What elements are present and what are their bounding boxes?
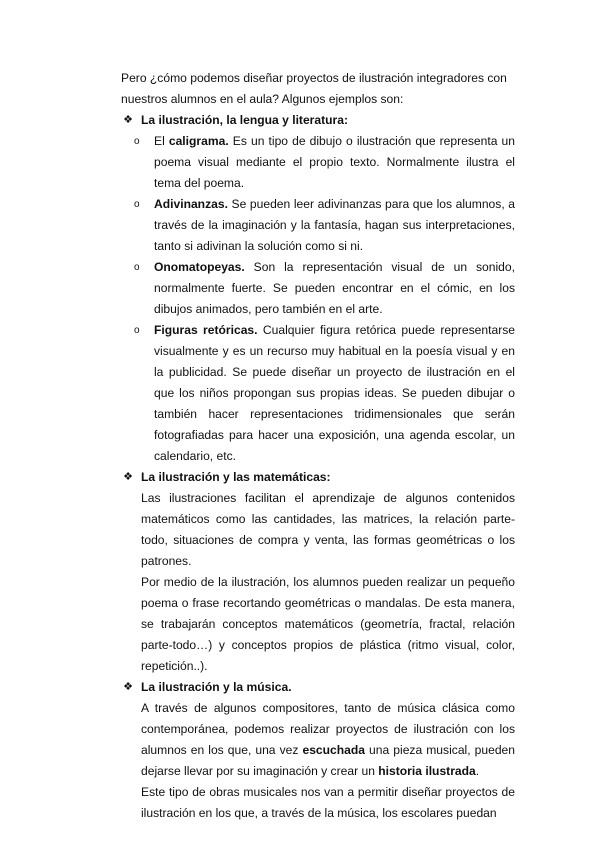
item-term: caligrama. (168, 134, 229, 148)
section-title: La ilustración y la música. (141, 680, 292, 694)
circle-bullet-icon: o (134, 262, 140, 273)
section-title: La ilustración, la lengua y literatura: (141, 113, 348, 127)
circle-bullet-icon: o (134, 325, 140, 336)
section-title: La ilustración y las matemáticas: (141, 470, 331, 484)
item-term: Onomatopeyas. (154, 260, 245, 274)
item-term: Adivinanzas. (154, 197, 228, 211)
paragraph: Este tipo de obras musicales nos van a permitir diseñar proyectos de ilustración en los que, a través de la música, los escolares puedan (141, 785, 515, 820)
item-text: Se pueden leer adivinanzas para que los alumnos, a través de la imaginación y la fantasía, hagan sus interpretaciones, tanto si adivinan la solución como si ni. (154, 197, 515, 253)
list-item-adivinanzas (121, 194, 515, 257)
section-heading-musica (121, 677, 515, 698)
item-text: Cualquier figura retórica puede representarse visualmente y es un recurso muy habitual en la poesía visual y en la publicidad. Se puede diseñar un proyecto de ilustración en el que los niños propongan sus propias ideas. Se pueden dibujar o también hacer representaciones tridimensionales que serán fotografiadas para hacer una exposición, una agenda escolar, un calendario, etc. (154, 323, 515, 463)
item-term: Figuras retóricas. (154, 323, 258, 337)
diamond-bullet-icon: ❖ (123, 471, 133, 483)
bold-term: historia ilustrada (378, 764, 476, 778)
diamond-bullet-icon: ❖ (123, 114, 133, 126)
paragraph-text: A través de algunos compositores, tanto de música clásica como contemporánea, podemos realizar proyectos de ilustración con los alumnos en los que, una vez (141, 701, 515, 757)
document-body (121, 68, 515, 824)
paragraph-text: . (475, 764, 480, 778)
list-item-caligrama (121, 131, 515, 194)
circle-bullet-icon: o (134, 136, 140, 147)
bold-term: escuchada (302, 743, 365, 757)
list-item-onomatopeyas (121, 257, 515, 320)
list-item-figuras-retoricas (121, 320, 515, 467)
paragraph: Las ilustraciones facilitan el aprendizaje de algunos contenidos matemáticos como las cantidades, las matrices, la relación parte-todo, situaciones de compra y venta, las formas geométricas o los patrones. (141, 491, 515, 568)
paragraph (121, 698, 515, 782)
item-text: Son la representación visual de un sonido, normalmente fuerte. Se pueden encontrar en el cómic, en los dibujos animados, pero también en el arte. (154, 260, 515, 316)
section-heading-lengua (121, 110, 515, 131)
paragraph: Por medio de la ilustración, los alumnos pueden realizar un pequeño poema o frase recortando geométricas o mandalas. De esta manera, se trabajarán conceptos matemáticos (geometría, fractal, relación parte-todo…) y conceptos propios de plástica (ritmo visual, color, repetición..). (141, 575, 515, 673)
item-text: Es un tipo de dibujo o ilustración que representa un poema visual mediante el propio texto. Normalmente ilustra el tema del poema. (154, 134, 515, 190)
section-heading-matematicas (121, 467, 515, 488)
intro-paragraph: Pero ¿cómo podemos diseñar proyectos de ilustración integradores con nuestros alumnos en el aula? Algunos ejemplos son: (121, 71, 507, 106)
circle-bullet-icon: o (134, 199, 140, 210)
diamond-bullet-icon: ❖ (123, 681, 133, 693)
item-prefix: El (154, 134, 169, 148)
paragraph-text: una pieza musical, pueden dejarse llevar por su imaginación y crear un (141, 743, 515, 778)
